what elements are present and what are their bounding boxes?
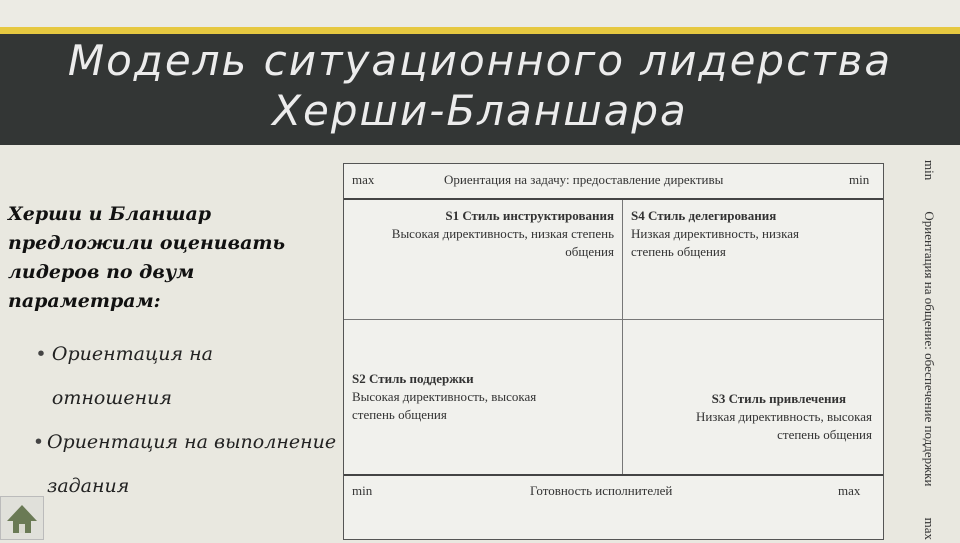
- title-line-2: Херши-Бланшара: [272, 86, 688, 135]
- right-axis-label: Ориентация на общение: обеспечение поддержки: [922, 211, 937, 487]
- s2-desc: Высокая директивность, высокая степень общения: [352, 389, 537, 422]
- home-button[interactable]: [0, 496, 44, 540]
- s4-desc: Низкая директивность, низкая степень общения: [631, 226, 799, 259]
- top-axis: [344, 164, 883, 200]
- top-band: [0, 0, 960, 27]
- quadrant-divider-horizontal: [344, 319, 883, 320]
- s3-desc: Низкая директивность, высокая степень общения: [695, 409, 872, 442]
- top-axis-left: max: [352, 172, 375, 187]
- quadrant-s4: [631, 207, 806, 261]
- quadrant-s3: [662, 390, 872, 444]
- bullet-list: [8, 332, 338, 508]
- s3-title: S3 Стиль привлечения: [711, 391, 846, 406]
- title-bar: [0, 0, 960, 145]
- s4-title: S4 Стиль делегирования: [631, 208, 777, 223]
- right-axis-bottom: max: [922, 517, 937, 540]
- bullet-dot: •: [35, 343, 47, 365]
- home-icon: [1, 497, 43, 539]
- s2-title: S2 Стиль поддержки: [352, 371, 474, 386]
- title-line-1: Модель ситуационного лидерства: [67, 36, 893, 85]
- lead-text: Херши и Бланшар предложили оценивать лидеров по двум параметрам:: [8, 203, 286, 312]
- bullet-dot: •: [32, 431, 45, 453]
- quadrant-s2: [352, 370, 537, 424]
- bullet-text: Ориентация на отношения: [51, 343, 213, 409]
- bottom-axis-divider: [344, 474, 883, 476]
- bottom-axis-right: max: [838, 483, 861, 498]
- quadrant-s1: [362, 207, 614, 261]
- right-axis-text: [914, 160, 944, 540]
- s1-desc: Высокая директивность, низкая степень общения: [391, 226, 614, 259]
- right-axis: [914, 160, 944, 540]
- leadership-diagram: [343, 163, 884, 540]
- left-content: [8, 200, 338, 508]
- top-axis-right: min: [849, 172, 870, 187]
- bullet-item: [8, 332, 338, 420]
- slide-title: [0, 36, 960, 136]
- bullet-text: Ориентация на выполнение задания: [46, 431, 337, 497]
- bottom-axis-left: min: [352, 483, 373, 498]
- s1-title: S1 Стиль инструктирования: [445, 208, 614, 223]
- top-axis-label: Ориентация на задачу: предоставление директивы: [444, 172, 724, 187]
- bottom-axis-label: Готовность исполнителей: [530, 483, 673, 498]
- accent-stripe: [0, 27, 960, 34]
- right-axis-top: min: [922, 160, 937, 181]
- bullet-item: [8, 420, 338, 508]
- quadrant-divider-vertical: [622, 200, 623, 474]
